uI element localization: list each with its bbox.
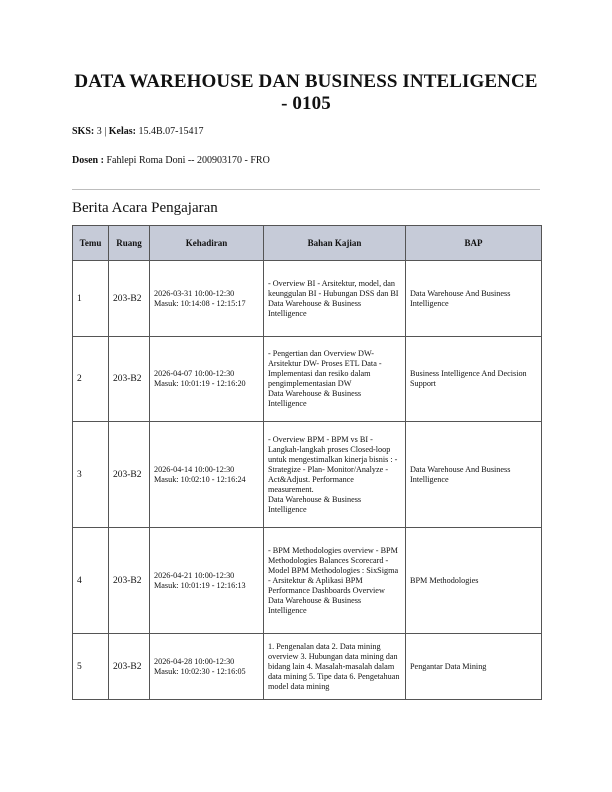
cell-ruang: 203-B2 xyxy=(109,528,150,634)
cell-bahan-kajian xyxy=(264,337,406,422)
header-ruang: Ruang xyxy=(109,226,150,261)
cell-ruang: 203-B2 xyxy=(109,634,150,700)
cell-bahan-kajian xyxy=(264,528,406,634)
sks-value: 3 xyxy=(96,126,102,137)
cell-temu: 4 xyxy=(73,528,109,634)
check-in-time: Masuk: 10:14:08 - 12:15:17 xyxy=(154,298,246,308)
check-in-time: Masuk: 10:01:19 - 12:16:20 xyxy=(154,379,246,388)
cell-temu: 2 xyxy=(73,337,109,422)
header-kehadiran: Kehadiran xyxy=(150,226,264,261)
cell-temu: 5 xyxy=(73,634,109,700)
course-meta: SKS: 3 | Kelas: 15.4B.07-15417 xyxy=(72,126,204,137)
cell-temu: 1 xyxy=(73,261,109,337)
topic-course: Data Warehouse & Business Intelligence xyxy=(268,389,362,408)
header-temu: Temu xyxy=(73,226,109,261)
cell-bahan-kajian xyxy=(264,634,406,700)
cell-ruang: 203-B2 xyxy=(109,337,150,422)
table-row xyxy=(73,634,542,700)
lecturer-meta: Dosen : Fahlepi Roma Doni -- 200903170 - FRO xyxy=(72,155,270,166)
section-title: Berita Acara Pengajaran xyxy=(72,200,218,216)
dosen-value: Fahlepi Roma Doni -- 200903170 - FRO xyxy=(106,155,270,166)
topic-text: 1. Pengenalan data 2. Data mining overview 3. Hubungan data mining dan bidang lain 4. Masalah-masalah dalam data mining 5. Tipe data 6. Pengetahuan model data mining xyxy=(268,641,400,691)
check-in-time: Masuk: 10:02:10 - 12:16:24 xyxy=(154,474,246,484)
topic-course: Data Warehouse & Business Intelligence xyxy=(268,494,362,514)
header-bahan-kajian: Bahan Kajian xyxy=(264,226,406,261)
schedule-time: 2026-04-07 10:00-12:30 xyxy=(154,369,235,378)
kelas-label: Kelas xyxy=(108,126,133,137)
table-row xyxy=(73,261,542,337)
topic-text: - BPM Methodologies overview - BPM Methodologies Balances Scorecard - Model BPM Methodologies : SixSigma - Arsitektur & Aplikasi BPM Performance Dashboards Overview xyxy=(268,545,399,595)
kelas-value: 15.4B.07-15417 xyxy=(138,126,204,137)
topic-text: - Pengertian dan Overview DW- Arsitektur DW- Proses ETL Data - Implementasi dan resiko dalam pengimplementasian DW xyxy=(268,349,382,388)
schedule-time: 2026-04-14 10:00-12:30 xyxy=(154,464,235,474)
topic-text: - Overview BPM - BPM vs BI - Langkah-langkah proses Closed-loop untuk mengestimalkan kinerja bisnis : - Strategize - Plan- Monitor/Analyze - Act&Adjust. Performance measurement. xyxy=(268,434,398,494)
check-in-time: Masuk: 10:01:19 - 12:16:13 xyxy=(154,580,246,590)
topic-course: Data Warehouse & Business Intelligence xyxy=(268,595,362,615)
schedule-time: 2026-03-31 10:00-12:30 xyxy=(154,288,235,298)
schedule-time: 2026-04-28 10:00-12:30 xyxy=(154,656,235,666)
document-title: DATA WAREHOUSE DAN BUSINESS INTELIGENCE - 0105 xyxy=(74,71,538,114)
cell-kehadiran xyxy=(150,422,264,528)
cell-kehadiran xyxy=(150,634,264,700)
table-row xyxy=(73,422,542,528)
cell-temu: 3 xyxy=(73,422,109,528)
table-row xyxy=(73,528,542,634)
cell-ruang: 203-B2 xyxy=(109,422,150,528)
header-bap: BAP xyxy=(406,226,542,261)
cell-bap: Pengantar Data Mining xyxy=(406,634,542,700)
cell-ruang: 203-B2 xyxy=(109,261,150,337)
cell-bap: Business Intelligence And Decision Support xyxy=(406,337,542,422)
cell-bap: Data Warehouse And Business Intelligence xyxy=(406,422,542,528)
cell-bap: BPM Methodologies xyxy=(406,528,542,634)
divider xyxy=(72,189,540,190)
cell-kehadiran xyxy=(150,337,264,422)
schedule-time: 2026-04-21 10:00-12:30 xyxy=(154,570,235,580)
cell-bahan-kajian xyxy=(264,261,406,337)
table-row xyxy=(73,337,542,422)
dosen-label: Dosen xyxy=(72,155,99,166)
cell-bap: Data Warehouse And Business Intelligence xyxy=(406,261,542,337)
sks-label: SKS xyxy=(72,126,91,137)
cell-kehadiran xyxy=(150,528,264,634)
cell-bahan-kajian xyxy=(264,422,406,528)
teaching-report-table xyxy=(72,225,542,700)
cell-kehadiran xyxy=(150,261,264,337)
topic-course: Data Warehouse & Business Intelligence xyxy=(268,298,362,318)
topic-text: - Overview BI - Arsitektur, model, dan keunggulan BI - Hubungan DSS dan BI xyxy=(268,278,399,298)
check-in-time: Masuk: 10:02:30 - 12:16:05 xyxy=(154,666,246,676)
table-header-row xyxy=(73,226,542,261)
